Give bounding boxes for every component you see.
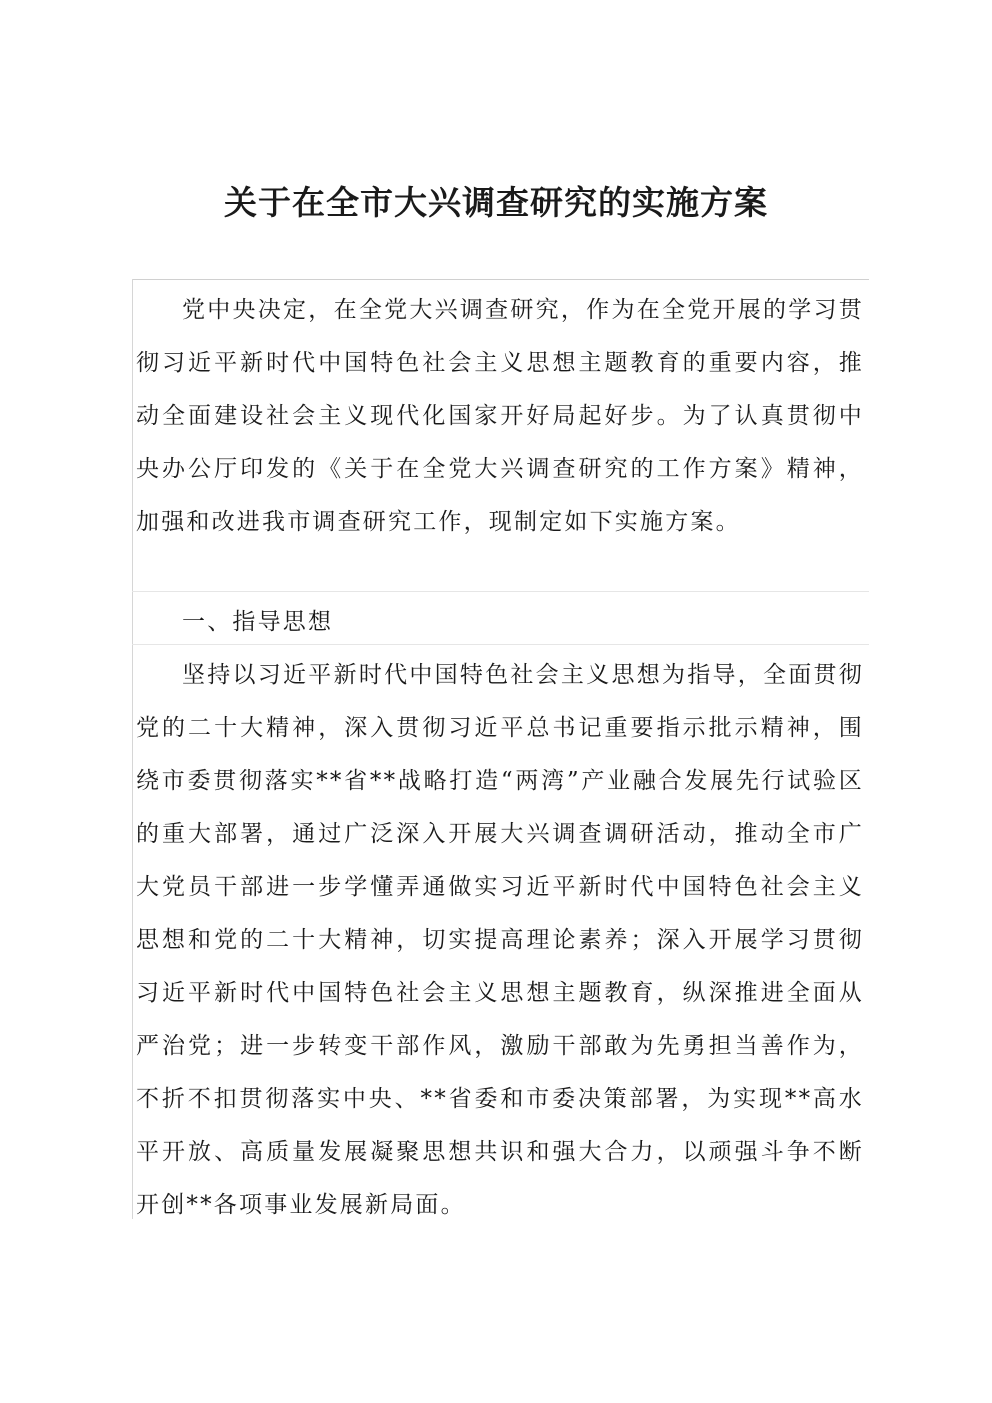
row-divider bbox=[132, 591, 869, 592]
section-body-guiding-ideology: 坚持以习近平新时代中国特色社会主义思想为指导，全面贯彻党的二十大精神，深入贯彻习近平总书记重要指示批示精神，围绕市委贯彻落实**省**战略打造“两湾”产业融合发展先行试验区的重大部署，通过广泛深入开展大兴调查调研活动，推动全市广大党员干部进一步学懂弄通做实习近平新时代中国特色社会主义思想和党的二十大精神，切实提高理论素养；深入开展学习贯彻习近平新时代中国特色社会主义思想主题教育，纵深推进全面从严治党；进一步转变干部作风，激励干部敢为先勇担当善作为，不折不扣贯彻落实中央、**省委和市委决策部署，为实现**高水平开放、高质量发展凝聚思想共识和强大合力，以顽强斗争不断开创**各项事业发展新局面。 bbox=[136, 662, 864, 1218]
section-heading-guiding-ideology: 一、指导思想 bbox=[182, 609, 334, 635]
intro-paragraph: 党中央决定，在全党大兴调查研究，作为在全党开展的学习贯彻习近平新时代中国特色社会主义思想主题教育的重要内容，推动全面建设社会主义现代化国家开好局起好步。为了认真贯彻中央办公厅印发的《关于在全党大兴调查研究的工作方案》精神，加强和改进我市调查研究工作，现制定如下实施方案。 bbox=[136, 297, 864, 535]
document-title: 关于在全市大兴调查研究的实施方案 bbox=[224, 183, 768, 222]
